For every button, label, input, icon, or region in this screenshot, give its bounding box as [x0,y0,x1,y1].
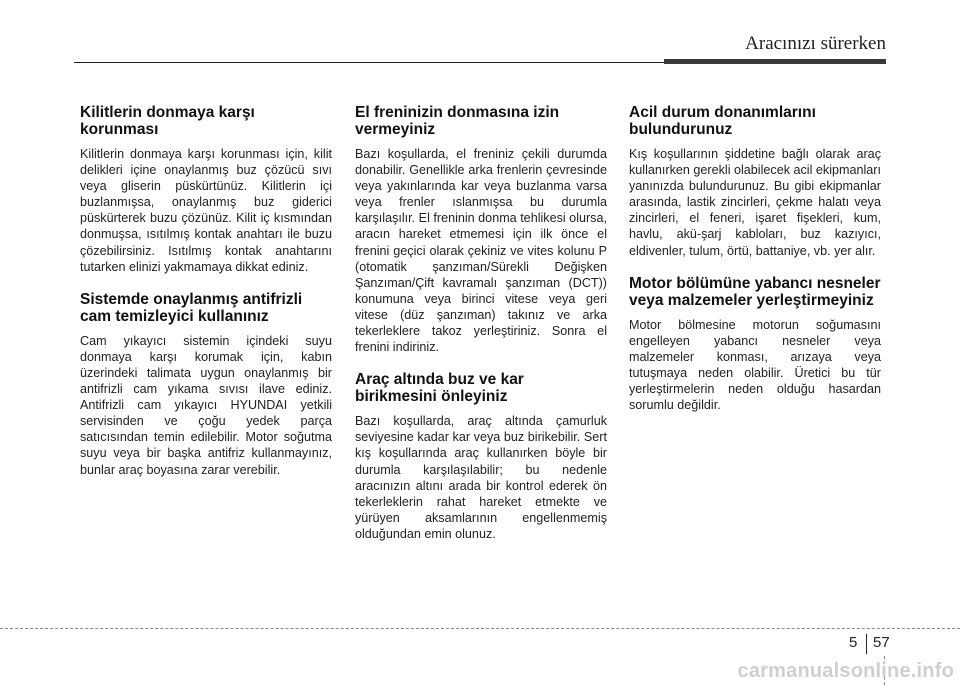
header-title: Aracınızı sürerken [745,33,886,54]
section-emergency-equipment [629,104,881,259]
header-rule-thin [74,62,664,63]
column-3 [629,104,881,429]
section-lock-freeze [80,104,332,275]
header-rule-thick [664,59,886,64]
footer-dashed-rule [0,628,960,629]
page-number: 57 [873,634,890,651]
section-parking-brake [355,104,607,355]
column-2 [355,104,607,558]
section-heading: El freninizin donmasına izin vermeyiniz [355,104,560,138]
section-heading: Kilitlerin donmaya karşı korunması [80,104,255,138]
page-number-separator [866,634,867,654]
section-washer-antifreeze [80,291,332,478]
section-body: Motor bölmesine motorun soğumasını engelleyen yabancı nesneler veya malzemeler konması, arızaya veya tutuşmaya neden olabilir. Üretici bu tür yerleştirmelerin neden olduğu hasardan sorumlu değildir. [629,317,881,413]
watermark: carmanualsonline.info [737,660,954,682]
section-heading: Motor bölümüne yabancı nesneler veya malzemeler yerleştirmeyiniz [629,274,881,309]
section-heading: Araç altında buz ve kar birikmesini önleyiniz [355,371,524,406]
section-body: Bazı koşullarda, araç altında çamurluk seviyesine kadar kar veya buz birikebilir. Sert kış koşullarında araç kullanırken böyle bir durumla karşılaşılabilir; bu nedenle aracınızın altını arada bir kontrol ederek ön tekerleklerin rahat hareket etmekte ve yürüyen aksamlarının engellenmemiş olduğundan emin olunuz. [355,414,607,541]
chapter-number: 5 [849,634,858,651]
section-engine-compartment [629,275,881,414]
section-ice-buildup [355,371,607,542]
section-heading: Sistemde onaylanmış antifrizli cam temizleyici kullanınız [80,290,303,325]
section-body: Kilitlerin donmaya karşı korunması için, kilit delikleri içine onaylanmış buz çözücü sıvı veya gliserin püskürtünüz. Kilitlerin içi buzlanmışsa, onaylanmış buz giderici püskürterek buzu çözünüz. Kilit iç kısmından donmuşsa, ısıtılmış kontak anahtarı ile buzu çözebilirsiniz. Isıtılmış kontak anahtarını tutarken elinizi yakmamaya dikkat ediniz. [80,147,332,274]
section-body: Bazı koşullarda, el freniniz çekili durumda donabilir. Genellikle arka frenlerin çevresinde veya yakınlarında kar veya buzlanma varsa veya frenler ıslanmışsa bu durumla karşılaşılır. El freninin donma tehlikesi olursa, aracın hareket etmemesi için ilk önce el frenini geçici olarak çekiniz ve vites kolunu P (otomatik şanzıman/Sürekli Değişken Şanzıman/Çift kavramalı şanzıman (DCT)) konumuna veya birinci vitese veya geri vitese (düz şanzıman) takınız ve arka tekerleklere takoz yerleştiriniz. Sonra el frenini indiriniz. [355,147,607,355]
section-body: Kış koşullarının şiddetine bağlı olarak araç kullanırken gerekli olabilecek acil ekipmanları yanınızda bulundurunuz. Bu gibi ekipmanlar arasında, lastik zincirleri, çekme halatı veya zincirleri, el feneri, işaret fişekleri, kum, havlu, akü-şarj kabloları, buz kazıyıcı, eldivenler, tulum, örtü, battaniye, vb. yer alır. [629,147,881,258]
column-1 [80,104,332,494]
section-heading: Acil durum donanımlarını bulundurunuz [629,104,816,138]
section-body: Cam yıkayıcı sistemin içindeki suyu donmaya karşı korumak için, kabın üzerindeki talimata uygun onaylanmış bir antifrizli cam yıkama sıvısı ilave ediniz. Antifrizli cam yıkayıcı HYUNDAI yetkili servisinden ve çoğu yedek parça satıcısından temin edilebilir. Motor soğutma suyu veya bir başka antifriz kullanmayınız, bunlar araç boyasına zarar verebilir. [80,333,332,477]
